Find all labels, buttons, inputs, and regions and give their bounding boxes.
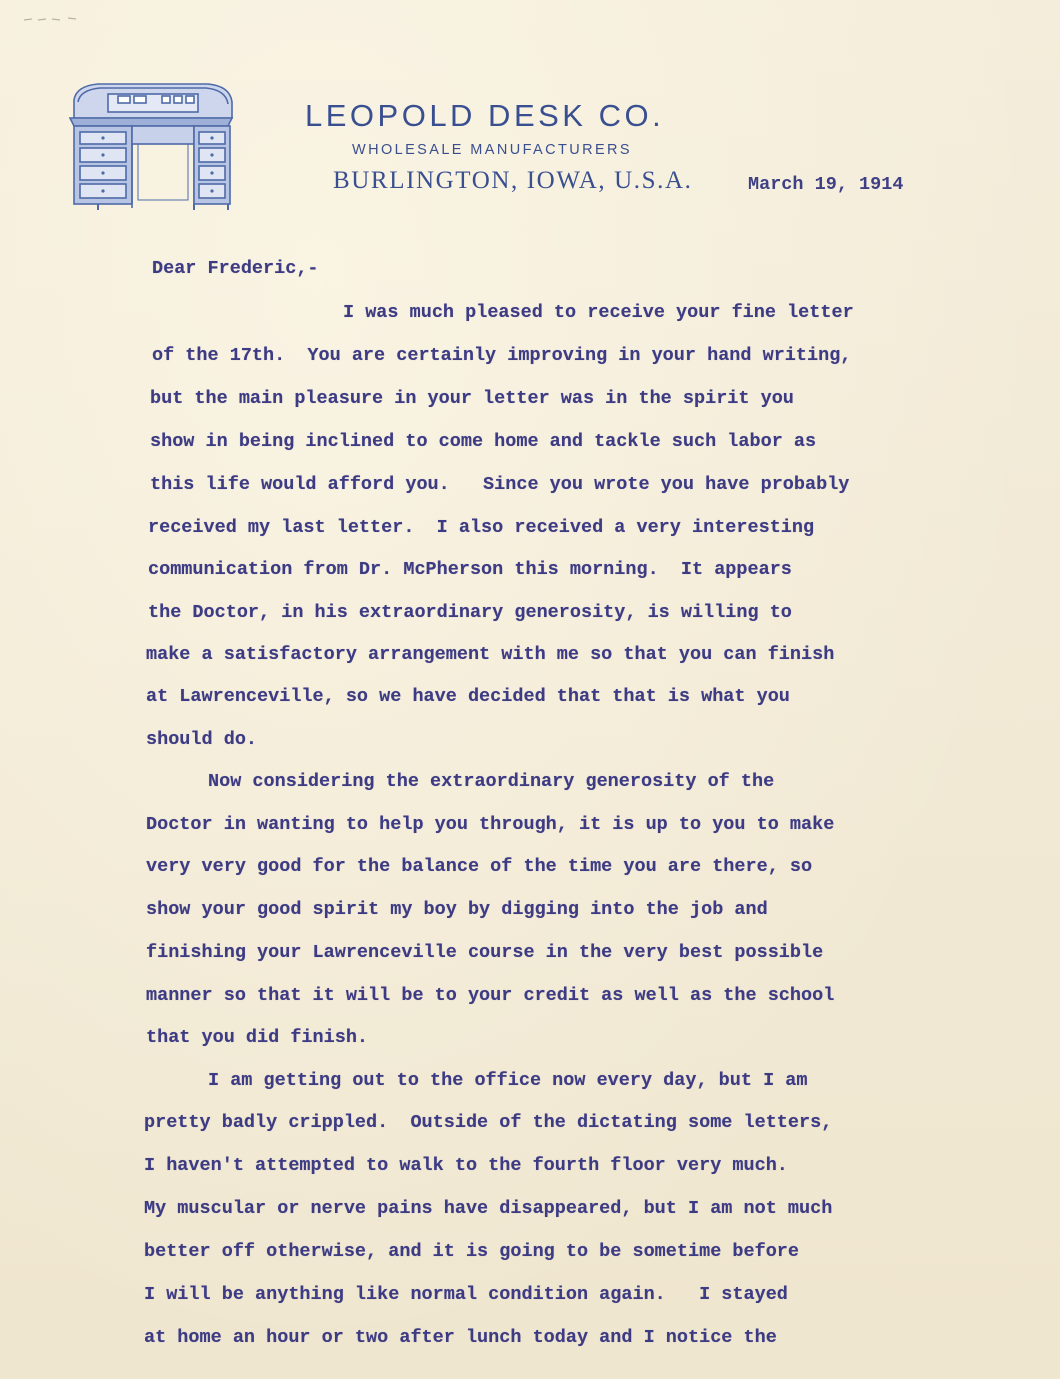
body-line: My muscular or nerve pains have disappeared, but I am not much [144,1198,833,1219]
body-line: but the main pleasure in your letter was in the spirit you [150,388,794,409]
body-line: communication from Dr. McPherson this morning. It appears [148,559,792,580]
body-line: I will be anything like normal condition again. I stayed [144,1284,788,1305]
body-line: Doctor in wanting to help you through, it is up to you to make [146,814,835,835]
body-line: that you did finish. [146,1027,369,1048]
letter-date: March 19, 1914 [748,174,904,195]
company-tagline: WHOLESALE MANUFACTURERS [352,142,632,158]
roll-top-desk-icon [68,80,234,212]
body-line: Now considering the extraordinary generosity of the [208,771,775,792]
body-line: finishing your Lawrenceville course in the very best possible [146,942,824,963]
body-line: pretty badly crippled. Outside of the dictating some letters, [144,1112,833,1133]
body-line: received my last letter. I also received a very interesting [148,517,815,538]
body-line: I am getting out to the office now every day, but I am [208,1070,808,1091]
body-line: show your good spirit my boy by digging into the job and [146,899,768,920]
body-line: at Lawrenceville, so we have decided that that is what you [146,686,790,707]
body-line: the Doctor, in his extraordinary generosity, is willing to [148,602,792,623]
body-line: of the 17th. You are certainly improving in your hand writing, [152,345,852,366]
body-line: very very good for the balance of the time you are there, so [146,856,813,877]
body-line: I haven't attempted to walk to the fourth floor very much. [144,1155,788,1176]
salutation: Dear Frederic,- [152,258,319,279]
body-line: at home an hour or two after lunch today and I notice the [144,1327,777,1348]
body-line: make a satisfactory arrangement with me so that you can finish [146,644,835,665]
company-location: BURLINGTON, IOWA, U.S.A. [333,167,693,194]
body-line: should do. [146,729,258,750]
body-line: I was much pleased to receive your fine letter [343,302,854,323]
body-line: this life would afford you. Since you wrote you have probably [150,474,850,495]
body-line: better off otherwise, and it is going to be sometime before [144,1241,800,1262]
pencil-mark [22,14,92,24]
body-line: show in being inclined to come home and tackle such labor as [150,431,817,452]
company-name: LEOPOLD DESK CO. [305,98,665,133]
body-line: manner so that it will be to your credit as well as the school [146,985,835,1006]
